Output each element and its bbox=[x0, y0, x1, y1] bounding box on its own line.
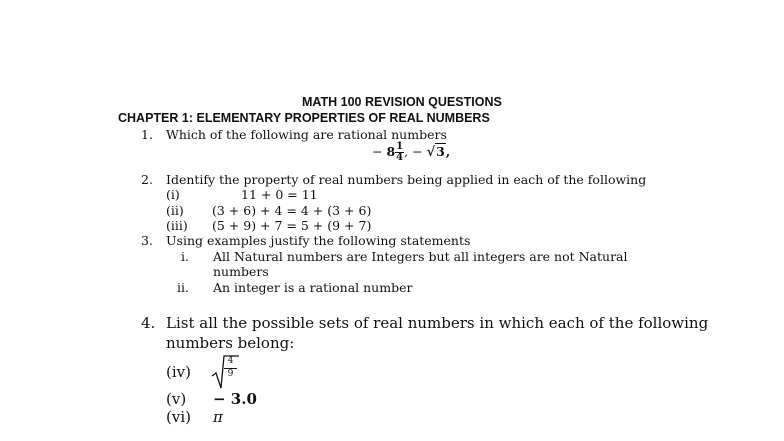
list-item-text-continued: numbers bbox=[213, 264, 269, 279]
minus-sign: − bbox=[412, 144, 423, 159]
square-root-icon: √ bbox=[426, 145, 436, 160]
trailing-comma: , bbox=[445, 144, 451, 159]
separator: , bbox=[404, 144, 409, 159]
list-item-expression: 11 + 0 = 11 bbox=[241, 187, 318, 202]
question-4-text: List all the possible sets of real numbers in which each of the following bbox=[166, 314, 709, 332]
chapter-heading: CHAPTER 1: ELEMENTARY PROPERTIES OF REAL NUMBERS bbox=[118, 111, 490, 125]
list-item-label: (iv) bbox=[166, 363, 191, 381]
mixed-whole: 8 bbox=[386, 144, 396, 159]
list-item-expression: (3 + 6) + 4 = 4 + (3 + 6) bbox=[212, 203, 372, 218]
list-item-expression: (5 + 9) + 7 = 5 + (9 + 7) bbox=[212, 218, 372, 233]
list-item-label: (ii) bbox=[166, 203, 184, 218]
fraction-denominator: 4 bbox=[396, 152, 404, 163]
question-1-text: Which of the following are rational numbers bbox=[166, 127, 447, 142]
list-item-label: i. bbox=[181, 249, 189, 264]
list-item-text: An integer is a rational number bbox=[213, 280, 413, 295]
fraction bbox=[224, 357, 237, 379]
fraction-numerator: 4 bbox=[227, 356, 234, 366]
pi-symbol: π bbox=[213, 408, 223, 426]
question-4-text-continued: numbers belong: bbox=[166, 334, 295, 352]
list-item-label: (i) bbox=[166, 187, 180, 202]
question-3-number: 3. bbox=[141, 233, 153, 248]
fraction-numerator: 1 bbox=[396, 141, 404, 152]
root-value: 3 bbox=[436, 144, 445, 159]
list-item-text: All Natural numbers are Integers but all integers are not Natural bbox=[213, 249, 628, 264]
list-item-expression: − 3.0 bbox=[213, 390, 257, 408]
question-3-text: Using examples justify the following statements bbox=[166, 233, 471, 248]
minus-sign: − bbox=[372, 144, 383, 159]
question-4-number: 4. bbox=[141, 314, 156, 332]
list-item-label: ii. bbox=[177, 280, 189, 295]
question-1-expression bbox=[372, 142, 450, 163]
page-title: MATH 100 REVISION QUESTIONS bbox=[302, 95, 502, 109]
fraction-denominator: 9 bbox=[224, 368, 237, 379]
square-root-fraction bbox=[210, 354, 240, 390]
fraction bbox=[395, 142, 404, 163]
question-2-text: Identify the property of real numbers being applied in each of the following bbox=[166, 172, 647, 187]
list-item-label: (v) bbox=[166, 390, 187, 408]
list-item-label: (iii) bbox=[166, 218, 188, 233]
list-item-label: (vi) bbox=[166, 408, 191, 426]
question-2-number: 2. bbox=[141, 172, 153, 187]
question-1-number: 1. bbox=[141, 127, 153, 142]
